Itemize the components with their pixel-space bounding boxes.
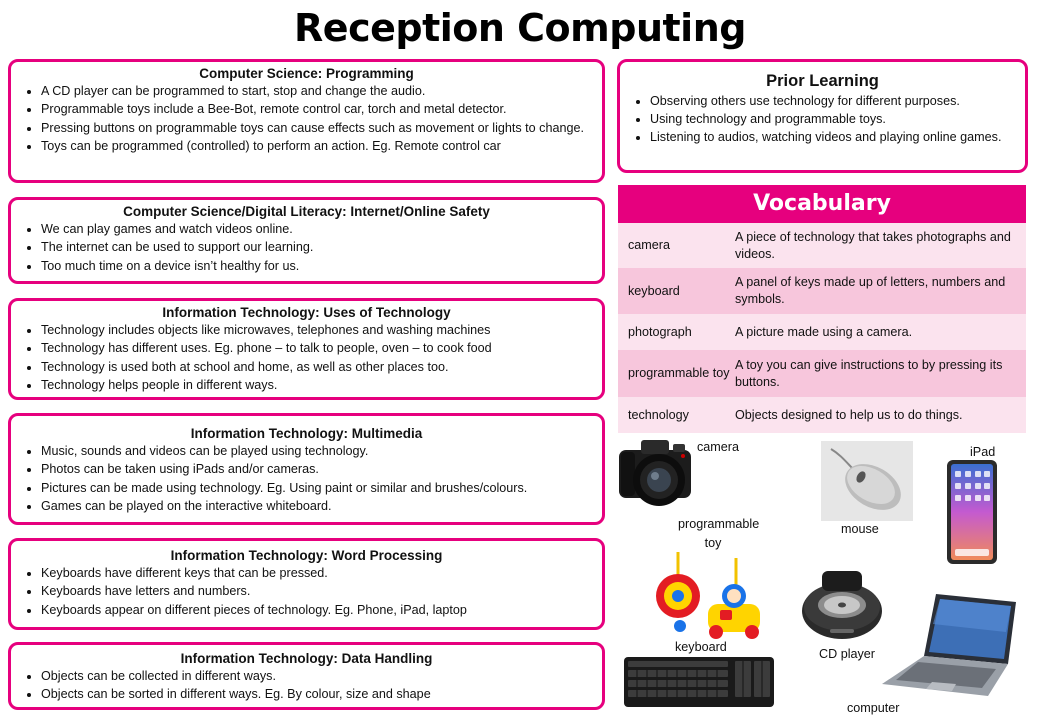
vocab-row-camera bbox=[618, 223, 1026, 268]
section-heading: Information Technology: Word Processing bbox=[170, 548, 443, 563]
cd-player-label: CD player bbox=[819, 647, 875, 661]
vocab-term: programmable toy bbox=[628, 366, 730, 380]
list-item: • Toys can be programmed (controlled) to perform an action. Eg. Remote control car bbox=[41, 137, 592, 155]
vocab-definition: A picture made using a camera. bbox=[735, 324, 913, 339]
list-item: • Observing others use technology for different purposes. bbox=[650, 93, 1015, 111]
list-item: • Photos can be taken using iPads and/or cameras. bbox=[41, 460, 592, 478]
list-item: • Programmable toys include a Bee-Bot, remote control car, torch and metal detector. bbox=[41, 100, 592, 118]
vocab-definition: A piece of technology that takes photographs and videos. bbox=[735, 229, 1011, 261]
list-item: • The internet can be used to support our learning. bbox=[41, 238, 592, 256]
vocab-term: camera bbox=[628, 238, 670, 252]
page-title: Reception Computing bbox=[294, 6, 746, 50]
ipad-label: iPad bbox=[970, 445, 996, 459]
list-item: • Pictures can be made using technology. Eg. Using paint or similar and brushes/colours. bbox=[41, 479, 592, 497]
section-data-handling bbox=[8, 642, 605, 710]
computer-label: computer bbox=[847, 701, 900, 715]
list-item: • A CD player can be programmed to start, stop and change the audio. bbox=[41, 82, 592, 100]
list-item: • Games can be played on the interactive whiteboard. bbox=[41, 497, 592, 515]
ipad-icon bbox=[946, 459, 998, 565]
section-heading: Computer Science: Programming bbox=[199, 66, 414, 81]
laptop-icon bbox=[878, 592, 1030, 698]
vocab-definition: Objects designed to help us to do things. bbox=[735, 407, 963, 422]
list-item: • Keyboards have letters and numbers. bbox=[41, 582, 592, 600]
keyboard-label: keyboard bbox=[675, 640, 727, 654]
section-uses-of-technology bbox=[8, 298, 605, 400]
list-item: • Listening to audios, watching videos and playing online games. bbox=[650, 129, 1015, 147]
list-item: • Music, sounds and videos can be played using technology. bbox=[41, 442, 592, 460]
camera-icon bbox=[617, 436, 695, 510]
section-word-processing bbox=[8, 538, 605, 630]
vocab-row-programmable-toy bbox=[618, 350, 1026, 397]
list-item: • Technology helps people in different ways. bbox=[41, 376, 592, 394]
list-item: • Technology is used both at school and home, as well as other places too. bbox=[41, 358, 592, 376]
vocab-term: technology bbox=[628, 407, 689, 422]
section-heading: Computer Science/Digital Literacy: Internet/Online Safety bbox=[123, 204, 490, 219]
vocab-row-photograph bbox=[618, 314, 1026, 350]
vocab-definition: A toy you can give instructions to by pressing its buttons. bbox=[735, 357, 1003, 389]
vocab-row-keyboard bbox=[618, 268, 1026, 314]
list-item: • Using technology and programmable toys. bbox=[650, 111, 1015, 129]
list-item: • We can play games and watch videos online. bbox=[41, 220, 592, 238]
section-programming bbox=[8, 59, 605, 183]
list-item: • Objects can be sorted in different ways. Eg. By colour, size and shape bbox=[41, 685, 592, 703]
list-item: • Objects can be collected in different ways. bbox=[41, 667, 592, 685]
toy-car-icon bbox=[650, 548, 762, 640]
list-item: • Technology has different uses. Eg. phone – to talk to people, oven – to cook food bbox=[41, 339, 592, 357]
mouse-label: mouse bbox=[841, 522, 879, 536]
mouse-icon bbox=[821, 441, 913, 521]
list-item: • Keyboards have different keys that can be pressed. bbox=[41, 564, 592, 582]
prior-learning-box bbox=[617, 59, 1028, 173]
prior-learning-heading: Prior Learning bbox=[766, 72, 879, 90]
list-item: • Too much time on a device isn’t healthy for us. bbox=[41, 257, 592, 275]
section-heading: Information Technology: Multimedia bbox=[190, 426, 423, 441]
cd-player-icon bbox=[800, 567, 884, 643]
keyboard-icon bbox=[623, 656, 775, 708]
section-heading: Information Technology: Data Handling bbox=[180, 651, 433, 666]
vocab-row-technology bbox=[618, 397, 1026, 433]
list-item: • Pressing buttons on programmable toys can cause effects such as movement or lights to change. bbox=[41, 119, 592, 137]
list-item: • Technology includes objects like microwaves, telephones and washing machines bbox=[41, 321, 592, 339]
section-multimedia bbox=[8, 413, 605, 525]
list-item: • Keyboards appear on different pieces of technology. Eg. Phone, iPad, laptop bbox=[41, 601, 592, 619]
vocab-definition: A panel of keys made up of letters, numbers and symbols. bbox=[735, 275, 1006, 306]
camera-label: camera bbox=[697, 440, 739, 454]
vocabulary-heading: Vocabulary bbox=[618, 185, 1026, 223]
programmable-toy-text: programmable toy bbox=[678, 517, 760, 550]
section-online-safety bbox=[8, 197, 605, 284]
vocab-term: keyboard bbox=[628, 283, 680, 298]
section-heading: Information Technology: Uses of Technology bbox=[162, 305, 451, 320]
vocab-term: photograph bbox=[628, 324, 692, 339]
